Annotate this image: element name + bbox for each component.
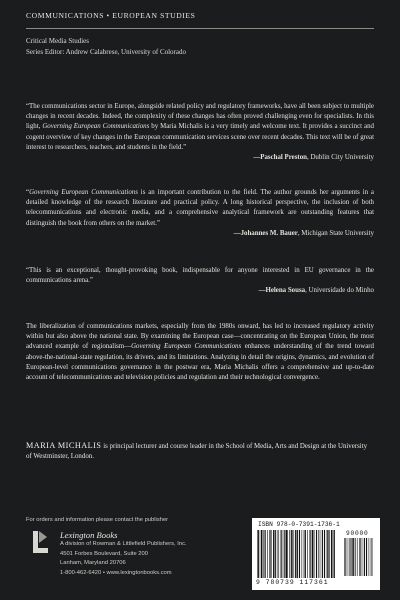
barcode-addon-number: 90000 bbox=[346, 530, 369, 537]
barcode-bar bbox=[257, 530, 258, 578]
blurb-text: “This is an exceptional, thought-provoking book, indispensable for anyone interested in EU governance in the communications arena.” bbox=[26, 267, 374, 285]
barcode-bar bbox=[329, 530, 330, 578]
barcode-bar bbox=[328, 530, 329, 578]
barcode-bar bbox=[320, 530, 321, 578]
barcode-bar bbox=[345, 538, 346, 576]
barcode-bar bbox=[278, 530, 279, 578]
barcode-bar bbox=[261, 530, 263, 578]
barcode-bar bbox=[314, 530, 315, 578]
barcode-bar bbox=[316, 530, 317, 578]
book-title: Governing European Communications bbox=[131, 343, 242, 351]
blurb-text: “ bbox=[26, 189, 30, 196]
series-info bbox=[26, 36, 186, 58]
blurb-text: by Maria Michalis is a very timely and welcome text. It provides a succinct and cogent overview of key changes in the European communication services scene over recent decades. This text will be of great interest to researchers, teachers, and students in the field.” bbox=[26, 123, 374, 151]
barcode-bar bbox=[305, 530, 306, 578]
barcode-bar bbox=[322, 530, 323, 578]
barcode-bar bbox=[333, 530, 334, 578]
barcode-bar bbox=[284, 530, 285, 578]
author-bio bbox=[26, 441, 374, 463]
blurb-text: is an important contribution to the field. The author grounds her arguments in a detailed knowledge of the research literature and practical policy. A long historical perspective, the inclusion of both telecommunications and electronic media, and a comprehensive analytical framework are outstanding features that distinguish the book from others on the market.” bbox=[26, 189, 374, 227]
publisher-name: Lexington Books bbox=[60, 530, 118, 540]
publisher-address-line: 4501 Forbes Boulevard, Suite 200 bbox=[60, 550, 148, 557]
publisher-contact: 1-800-462-6420 • www.lexingtonbooks.com bbox=[60, 569, 172, 576]
barcode-bar bbox=[355, 538, 356, 576]
barcode-bar bbox=[331, 530, 332, 578]
series-header: COMMUNICATIONS • EUROPEAN STUDIES bbox=[26, 11, 196, 20]
blurb-attribution bbox=[26, 229, 374, 239]
blurb-author: —Paschal Preston bbox=[253, 154, 307, 162]
barcode-bar bbox=[270, 530, 271, 578]
barcode-bar bbox=[334, 530, 335, 578]
blurb-affiliation: , Michigan State University bbox=[297, 229, 374, 237]
barcode-bar bbox=[302, 530, 303, 578]
barcode-bar bbox=[289, 530, 290, 578]
endorsement-blurb bbox=[26, 102, 374, 163]
addon-barcode-bars bbox=[344, 538, 374, 576]
blurb-affiliation: , Universidade do Minho bbox=[305, 287, 374, 295]
barcode-bar bbox=[263, 530, 264, 578]
barcode-bar bbox=[362, 538, 363, 576]
barcode-bar bbox=[357, 538, 358, 576]
barcode-bar bbox=[299, 530, 300, 578]
barcode-bar bbox=[359, 538, 360, 576]
barcode-bar bbox=[269, 530, 270, 578]
book-title: Governing European Communications bbox=[29, 189, 138, 196]
barcode-bar bbox=[273, 530, 274, 578]
endorsement-blurb bbox=[26, 188, 374, 239]
barcode-bar bbox=[283, 530, 284, 578]
barcode-bar bbox=[277, 530, 278, 578]
barcode-bar bbox=[295, 530, 296, 578]
isbn-barcode bbox=[252, 518, 380, 590]
barcode-bar bbox=[360, 538, 361, 576]
ean-number: 9 780739 117361 bbox=[256, 579, 329, 586]
blurb-text: “The communications sector in Europe, alongside related policy and regulatory frameworks, have all been subject to multiple changes in recent decades. Indeed, the complexity of these changes has often proved challenging even for specialists. In this light, bbox=[26, 103, 374, 131]
barcode-bar bbox=[324, 530, 325, 578]
publisher-logo-icon bbox=[30, 530, 50, 556]
barcode-bar bbox=[349, 538, 350, 576]
author-name: MARIA MICHALIS bbox=[26, 441, 102, 450]
header-rule bbox=[26, 28, 374, 29]
barcode-bar bbox=[372, 538, 373, 576]
book-description bbox=[26, 322, 374, 383]
blurb-author: —Helena Sousa bbox=[258, 287, 306, 295]
publisher-division: A division of Rowman & Littlefield Publishers, Inc. bbox=[60, 541, 187, 547]
blurb-attribution bbox=[26, 153, 374, 163]
author-bio-text: is principal lecturer and course leader in the School of Media, Arts and Design at the University of Westminster, London. bbox=[26, 443, 368, 461]
barcode-bar bbox=[310, 530, 311, 578]
blurb-attribution bbox=[26, 286, 374, 296]
barcode-bar bbox=[312, 530, 314, 578]
barcode-bar bbox=[267, 530, 268, 578]
book-title: Governing European Communications bbox=[42, 123, 150, 131]
barcode-bar bbox=[318, 530, 319, 578]
barcode-bar bbox=[297, 530, 298, 578]
series-title: Critical Media Studies bbox=[26, 37, 89, 45]
barcode-bar bbox=[275, 530, 276, 578]
barcode-bar bbox=[291, 530, 292, 578]
ean-barcode-bars bbox=[257, 530, 337, 578]
endorsement-blurb bbox=[26, 266, 374, 297]
barcode-bar bbox=[304, 530, 305, 578]
publisher-info bbox=[60, 530, 187, 578]
barcode-bar bbox=[366, 538, 367, 576]
barcode-bar bbox=[344, 538, 345, 576]
description-text: The liberalization of communications markets, especially from the 1980s onward, has led to increased regulatory activity within but also above the national state. By examining the European case—concentrating on the European Union, the most advanced example of regionalism— bbox=[26, 323, 374, 351]
barcode-bar bbox=[353, 538, 354, 576]
barcode-bar bbox=[281, 530, 282, 578]
barcode-bar bbox=[292, 530, 293, 578]
blurb-author: —Johannes M. Bauer bbox=[233, 229, 298, 237]
barcode-bar bbox=[369, 538, 370, 576]
series-editor: Series Editor: Andrew Calabrese, University of Colorado bbox=[26, 48, 186, 56]
barcode-bar bbox=[307, 530, 308, 578]
barcode-bar bbox=[265, 530, 266, 578]
blurb-affiliation: , Dublin City University bbox=[307, 154, 374, 162]
barcode-bar bbox=[350, 538, 351, 576]
barcode-bar bbox=[352, 538, 353, 576]
barcode-bar bbox=[364, 538, 365, 576]
barcode-bar bbox=[371, 538, 372, 576]
description-text: enhances understanding of the trend toward above-the-national-state regulation, its drivers, and its limitations. Analyzing in detail the origins, dynamics, and evolution of European-level communications governance in the postwar era, Maria Michalis offers a comprehensive and up-to-date account of telecommunications and television policies and regulation and their technological convergence. bbox=[26, 343, 375, 382]
orders-line: For orders and information please contact the publisher bbox=[26, 517, 169, 523]
barcode-bar bbox=[258, 530, 259, 578]
barcode-bar bbox=[294, 530, 295, 578]
publisher-address-line: Lanham, Maryland 20706 bbox=[60, 560, 126, 567]
isbn-number: ISBN 978-0-7391-1736-1 bbox=[258, 521, 340, 528]
barcode-bar bbox=[327, 530, 328, 578]
barcode-bar bbox=[286, 530, 288, 578]
barcode-bar bbox=[347, 538, 348, 576]
